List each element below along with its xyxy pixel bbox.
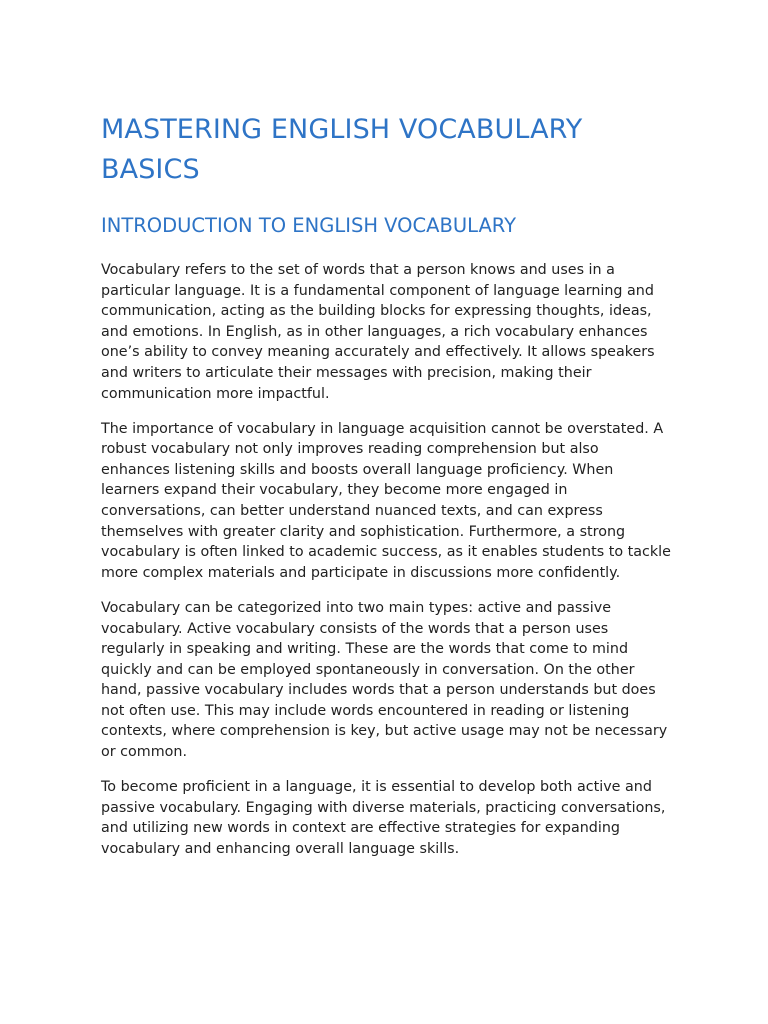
paragraph-4: To become proficient in a language, it is essential to develop both active and passive vocabulary. Engaging with diverse materials, practicing conversations, and utilizing new words in context are effective strategies for expanding vocabulary and enhancing overall language skills. [101,779,666,857]
paragraph-3: Vocabulary can be categorized into two main types: active and passive vocabulary. Active vocabulary consists of the words that a person uses regularly in speaking and writing. These are the words that come to mind quickly and can be employed spontaneously in conversation. On the other hand, passive vocabulary includes words that a person understands but does not often use. This may include words encountered in reading or listening contexts, where comprehension is key, but active usage may not be necessary or common. [101,599,668,761]
section-heading: INTRODUCTION TO ENGLISH VOCABULARY [101,214,516,237]
paragraph-2: The importance of vocabulary in language acquisition cannot be overstated. A robust vocabulary not only improves reading comprehension but also enhances listening skills and boosts overall language proficiency. When learners expand their vocabulary, they become more engaged in conversations, can better understand nuanced texts, and can express themselves with greater clarity and sophistication. Furthermore, a strong vocabulary is often linked to academic success, as it enables students to tackle more complex materials and participate in discussions more confidently. [101,420,671,581]
paragraph-1: Vocabulary refers to the set of words that a person knows and uses in a particular language. It is a fundamental component of language learning and communication, acting as the building blocks for expressing thoughts, ideas, and emotions. In English, as in other languages, a rich vocabulary enhances one’s ability to convey meaning accurately and effectively. It allows speakers and writers to articulate their messages with precision, making their communication more impactful. [101,262,655,402]
document-title: MASTERING ENGLISH VOCABULARY BASICS [101,114,583,185]
body-text [101,260,671,860]
document-page [101,110,671,874]
